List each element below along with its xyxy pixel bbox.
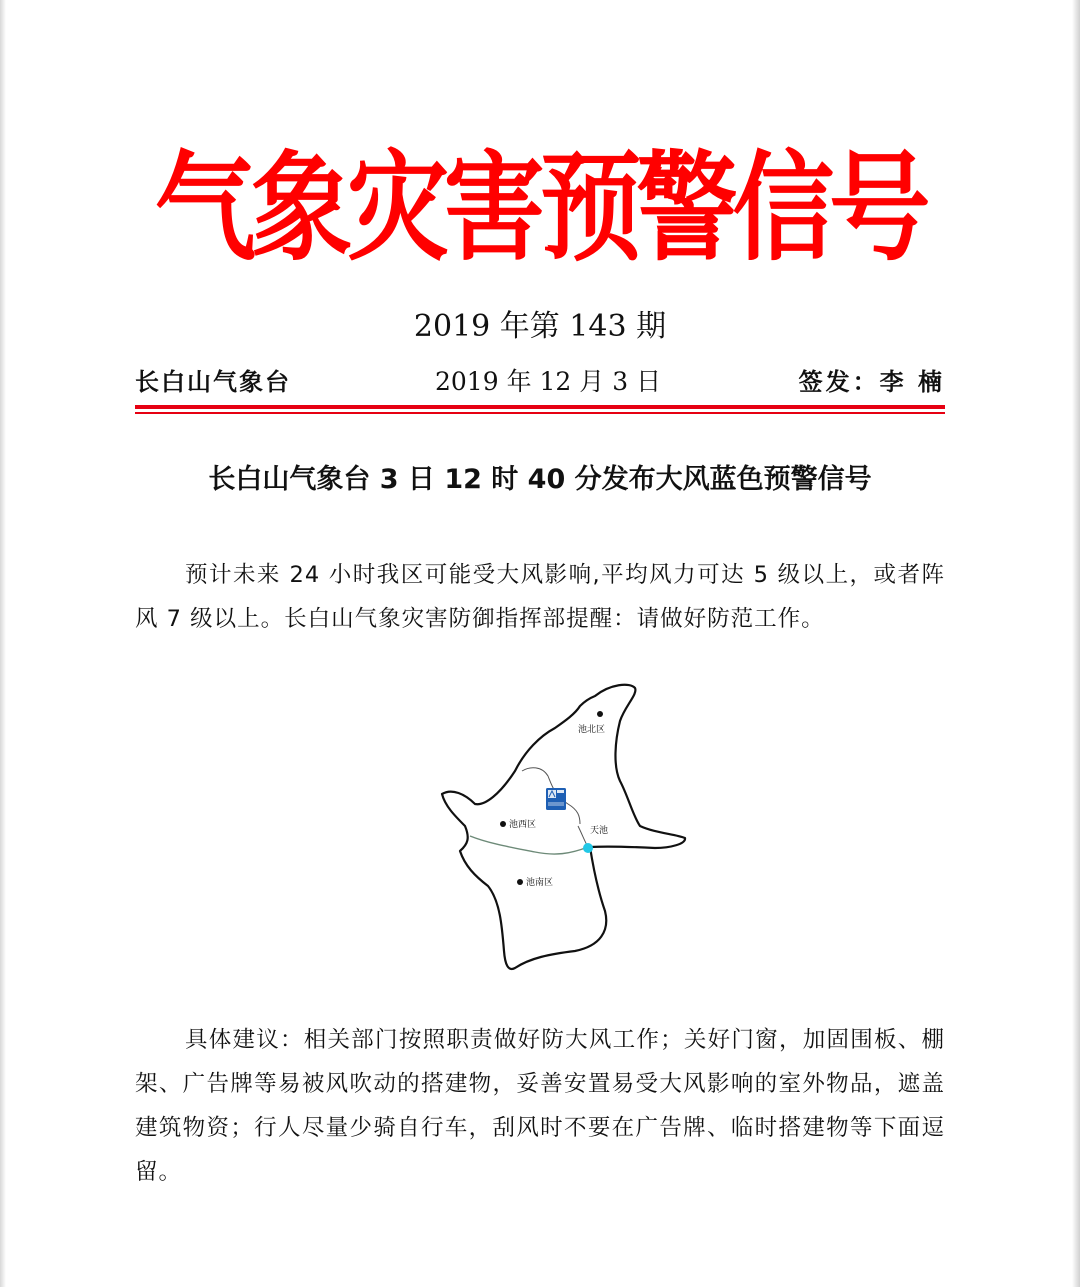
label-lake: 天池	[590, 826, 609, 836]
district-boundary-south	[470, 836, 588, 854]
wind-blue-warning-icon	[546, 788, 566, 810]
issue-number: 2019 年第 143 期	[413, 309, 667, 344]
forecast-paragraph: 预计未来 24 小时我区可能受大风影响,平均风力可达 5 级以上，或者阵风 7 级以上。长白山气象灾害防御指挥部提醒：请做好防范工作。	[135, 562, 945, 632]
page-edge-shadow-left	[0, 0, 6, 1287]
page-edge-shadow-right	[1072, 0, 1080, 1287]
label-north: 池北区	[578, 725, 606, 735]
advice-paragraph: 具体建议：相关部门按照职责做好防大风工作；关好门窗，加固围板、棚架、广告牌等易被风吹动的搭建物，妥善安置易受大风影响的室外物品，遮盖建筑物资；行人尽量少骑自行车，刮风时不要在广告牌、临时搭建物等下面逗留。	[135, 1027, 945, 1185]
issuer-name: 长白山气象台	[135, 368, 291, 396]
dot-north	[597, 711, 603, 717]
region-map	[430, 676, 700, 986]
label-west: 池西区	[509, 820, 537, 830]
signer: 签发：李 楠	[798, 368, 945, 396]
document-meta-row	[135, 362, 945, 402]
tianchi-lake-marker	[583, 843, 593, 853]
dot-south	[517, 879, 523, 885]
warning-headline: 长白山气象台 3 日 12 时 40 分发布大风蓝色预警信号	[208, 464, 872, 495]
masthead-title: 气象灾害预警信号	[154, 139, 926, 277]
dot-west	[500, 821, 506, 827]
header-rule-thick	[135, 405, 945, 409]
label-south: 池南区	[526, 878, 554, 888]
header-rule-thin	[135, 412, 945, 414]
region-outline	[442, 685, 685, 969]
issue-date: 2019 年 12 月 3 日	[435, 367, 662, 396]
